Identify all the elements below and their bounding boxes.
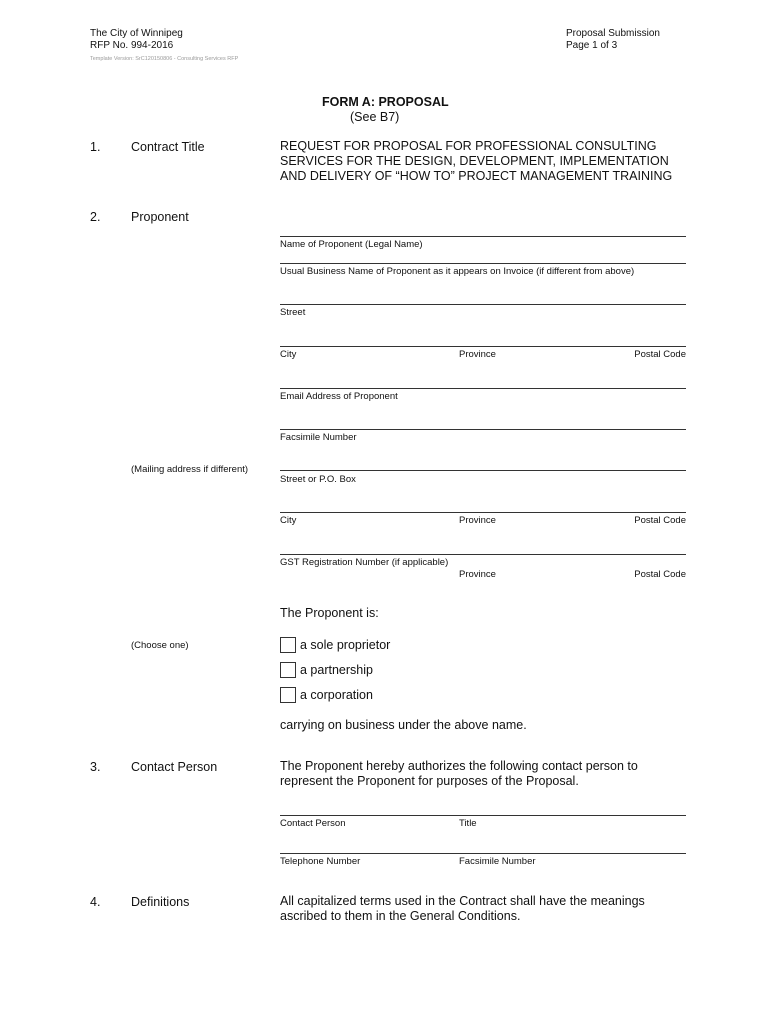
mailing-address-note: (Mailing address if different) [131, 464, 249, 475]
postal-code-label: Postal Code [634, 349, 686, 360]
submission-label: Proposal Submission [566, 28, 660, 39]
gst-label: GST Registration Number (if applicable) [280, 557, 449, 568]
section-1-label: Contract Title [131, 140, 205, 154]
template-version: Template Version: SrC120150806 - Consulting Services RFP [90, 56, 239, 62]
section-1-number: 1. [90, 140, 101, 154]
contract-title-text [280, 139, 672, 184]
mailing-city-field[interactable] [280, 512, 686, 513]
form-subtitle: (See B7) [350, 110, 400, 124]
contract-title-line: SERVICES FOR THE DESIGN, DEVELOPMENT, IMPLEMENTATION [280, 154, 669, 168]
contract-title-line: AND DELIVERY OF “HOW TO” PROJECT MANAGEMENT TRAINING [280, 169, 673, 183]
sole-proprietor-label: a sole proprietor [300, 638, 391, 652]
page-number: Page 1 of 3 [566, 40, 618, 51]
contact-authorization-line: The Proponent hereby authorizes the following contact person to [280, 759, 638, 773]
partnership-checkbox[interactable] [280, 662, 296, 678]
section-2-number: 2. [90, 210, 101, 224]
gst-postal-label: Postal Code [634, 569, 686, 580]
city-province-postal-field[interactable] [280, 346, 686, 347]
definitions-text [280, 894, 686, 924]
section-4-number: 4. [90, 895, 101, 909]
rfp-number: RFP No. 994-2016 [90, 40, 174, 51]
city-label: City [280, 349, 297, 360]
telephone-field[interactable] [280, 853, 686, 854]
section-4-label: Definitions [131, 895, 190, 909]
contact-authorization-text [280, 759, 686, 789]
contact-person-field[interactable] [280, 815, 686, 816]
contract-title-line: REQUEST FOR PROPOSAL FOR PROFESSIONAL CONSULTING [280, 139, 657, 153]
po-box-field[interactable] [280, 470, 686, 471]
form-title: FORM A: PROPOSAL [322, 95, 449, 109]
contact-title-label: Title [459, 818, 477, 829]
org-name: The City of Winnipeg [90, 28, 183, 39]
gst-province-label: Province [459, 569, 496, 580]
contact-authorization-line: represent the Proponent for purposes of the Proposal. [280, 774, 579, 788]
definitions-line: All capitalized terms used in the Contract shall have the meanings [280, 894, 645, 908]
contact-person-label: Contact Person [280, 818, 346, 829]
sole-proprietor-checkbox[interactable] [280, 637, 296, 653]
email-field[interactable] [280, 388, 686, 389]
proponent-is-label: The Proponent is: [280, 606, 379, 620]
telephone-label: Telephone Number [280, 856, 361, 867]
corporation-label: a corporation [300, 688, 373, 702]
mailing-postal-label: Postal Code [634, 515, 686, 526]
po-box-label: Street or P.O. Box [280, 474, 356, 485]
partnership-label: a partnership [300, 663, 373, 677]
province-label: Province [459, 349, 496, 360]
section-2-label: Proponent [131, 210, 189, 224]
definitions-line: ascribed to them in the General Conditions. [280, 909, 521, 923]
section-3-number: 3. [90, 760, 101, 774]
fax-label: Facsimile Number [280, 432, 357, 443]
street-field[interactable] [280, 304, 686, 305]
gst-field[interactable] [280, 554, 686, 555]
legal-name-label: Name of Proponent (Legal Name) [280, 239, 423, 250]
email-label: Email Address of Proponent [280, 391, 398, 402]
fax-field[interactable] [280, 429, 686, 430]
mailing-city-label: City [280, 515, 297, 526]
business-name-label: Usual Business Name of Proponent as it appears on Invoice (if different from above) [280, 266, 635, 277]
legal-name-field[interactable] [280, 236, 686, 237]
contact-fax-label: Facsimile Number [459, 856, 536, 867]
corporation-checkbox[interactable] [280, 687, 296, 703]
choose-one-note: (Choose one) [131, 640, 189, 651]
street-label: Street [280, 307, 306, 318]
mailing-province-label: Province [459, 515, 496, 526]
section-3-label: Contact Person [131, 760, 218, 774]
carrying-on-text: carrying on business under the above name. [280, 718, 527, 732]
business-name-field[interactable] [280, 263, 686, 264]
